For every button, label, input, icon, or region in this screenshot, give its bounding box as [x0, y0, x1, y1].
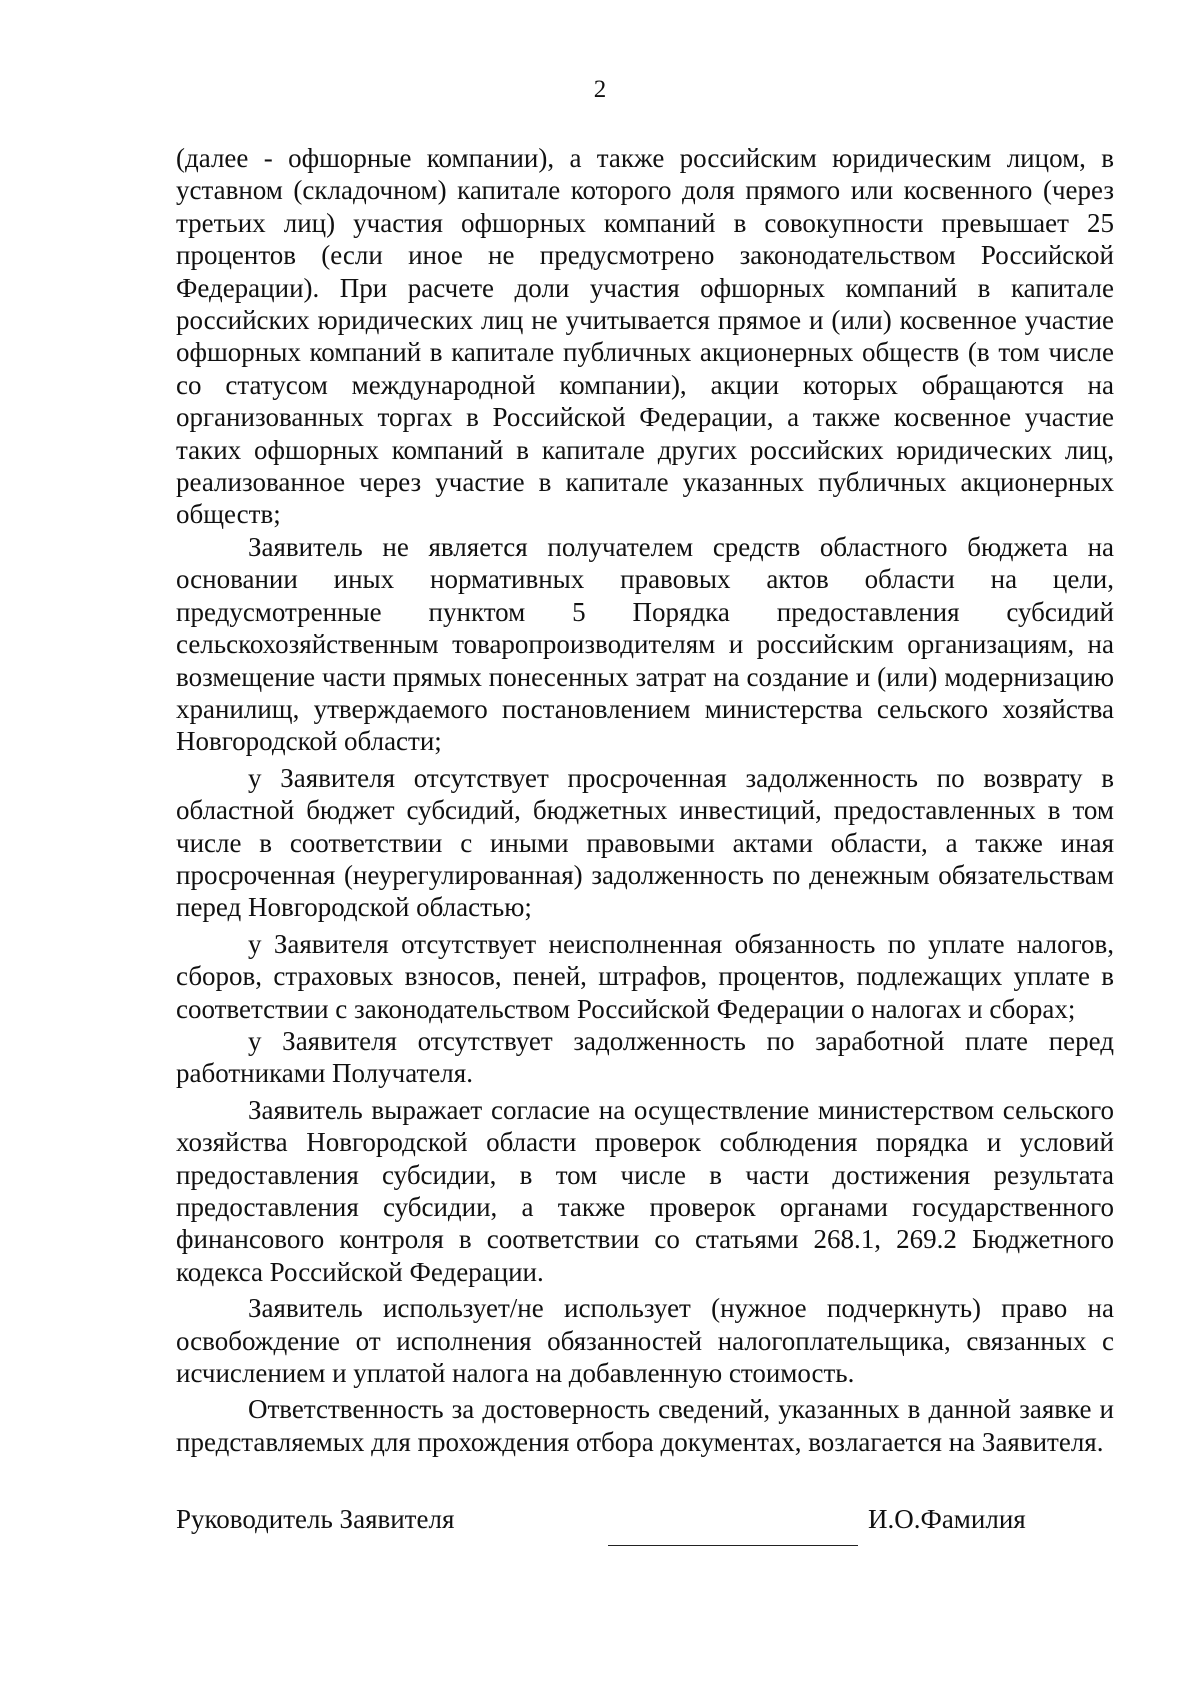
- paragraph-no-salary-debt: у Заявителя отсутствует задолженность по заработной плате перед работниками Получателя.: [176, 1025, 1114, 1089]
- signature-label: Руководитель Заявителя: [176, 1504, 455, 1534]
- page-number: 2: [593, 76, 607, 103]
- document-body: [176, 142, 1114, 1458]
- paragraph-responsibility: Ответственность за достоверность сведений, указанных в данной заявке и представляемых для прохождения отбора документах, возлагается на Заявителя.: [176, 1394, 1114, 1457]
- paragraph-vat-exemption: Заявитель использует/не использует (нужное подчеркнуть) право на освобождение от исполнения обязанностей налогоплательщика, связанных с исчислением и уплатой налога на добавленную стоимость.: [176, 1293, 1114, 1389]
- paragraph-no-overdue-debt: у Заявителя отсутствует просроченная задолженность по возврату в областной бюджет субсидий, бюджетных инвестиций, предоставленных в том числе в соответствии с иными правовыми актами области, а также иная просроченная (неурегулированная) задолженность по денежным обязательствам перед Новгородской областью;: [176, 762, 1114, 923]
- paragraph-no-tax-obligation: у Заявителя отсутствует неисполненная обязанность по уплате налогов, сборов, страховых взносов, пеней, штрафов, процентов, подлежащих уплате в соответствии с законодательством Российской Федерации о налогах и сборах;: [176, 928, 1114, 1024]
- signature-line: [608, 1545, 858, 1546]
- paragraph-consent-inspections: Заявитель выражает согласие на осуществление министерством сельского хозяйства Новгородской области проверок соблюдения порядка и условий предоставления субсидии, в том числе в части достижения результата предоставления субсидии, а также проверок органами государственного финансового контроля в соответствии со статьями 268.1, 269.2 Бюджетного кодекса Российской Федерации.: [176, 1094, 1114, 1287]
- paragraph-not-recipient: Заявитель не является получателем средств областного бюджета на основании иных нормативных правовых актов области на цели, предусмотренные пунктом 5 Порядка предоставления субсидий сельскохозяйственным товаропроизводителям и российским организациям, на возмещение части прямых понесенных затрат на создание и (или) модернизацию хранилищ, утверждаемого постановлением министерства сельского хозяйства Новгородской области;: [176, 531, 1114, 757]
- paragraph-offshore-companies: (далее - офшорные компании), а также российским юридическим лицом, в уставном (складочном) капитале которого доля прямого или косвенного (через третьих лиц) участия офшорных компаний в совокупности превышает 25 процентов (если иное не предусмотрено законодательством Российской Федерации). При расчете доли участия офшорных компаний в капитале российских юридических лиц не учитывается прямое и (или) косвенное участие офшорных компаний в капитале публичных акционерных обществ (в том числе со статусом международной компании), акции которых обращаются на организованных торгах в Российской Федерации, а также косвенное участие таких офшорных компаний в капитале других российских юридических лиц, реализованное через участие в капитале указанных публичных акционерных обществ;: [176, 143, 1114, 530]
- signature-name: И.О.Фамилия: [868, 1504, 1026, 1534]
